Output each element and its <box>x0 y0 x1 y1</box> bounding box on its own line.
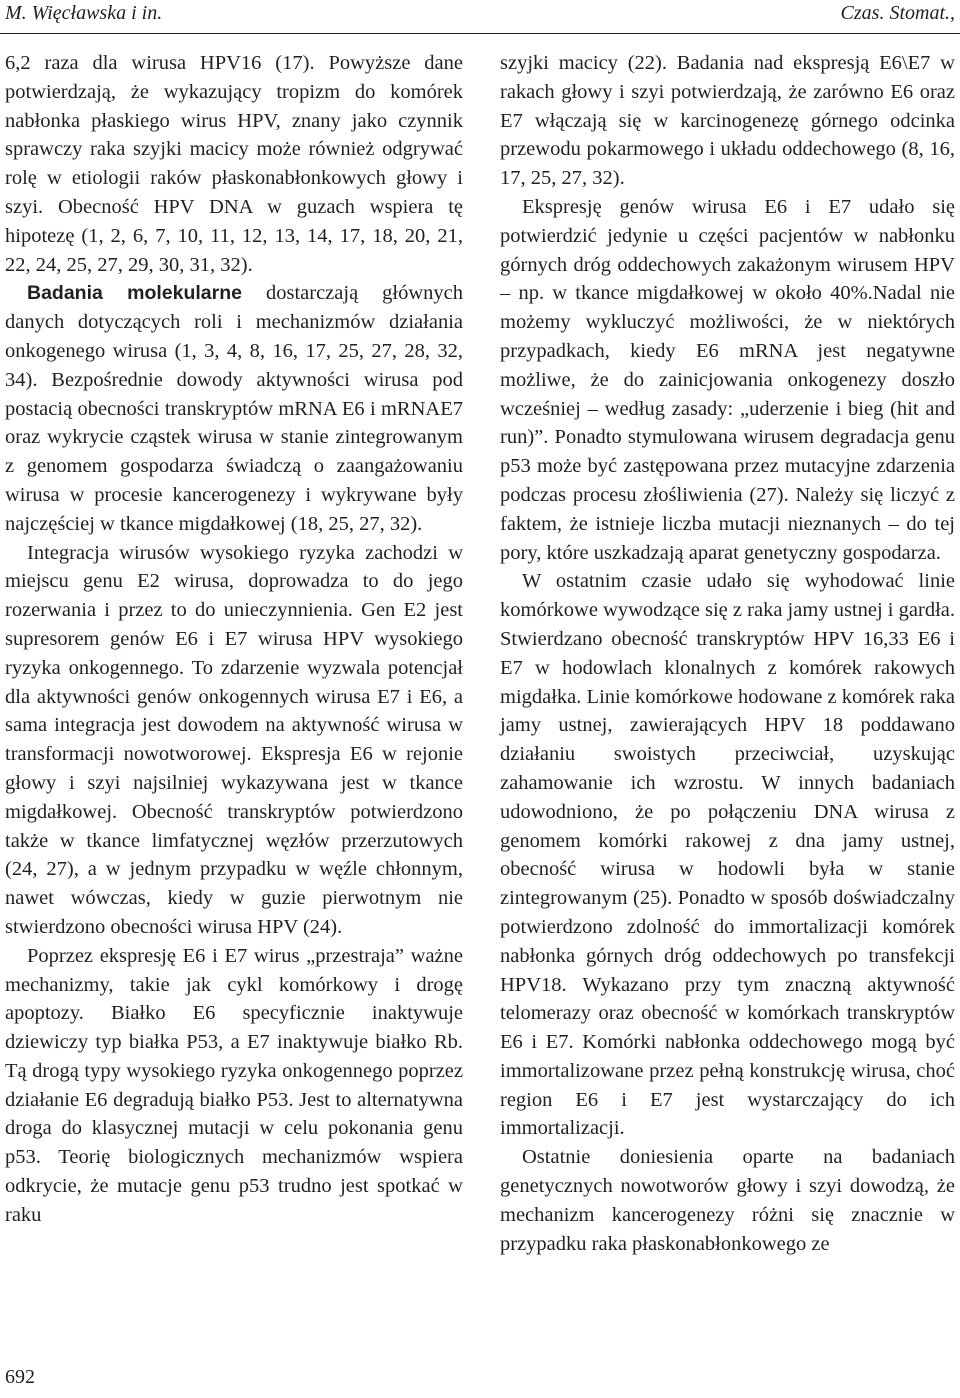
paragraph: W ostatnim czasie udało się wyhodować linie komórkowe wywodzące się z raka jamy ustnej i gardła. Stwierdzano obecność transkryptów HPV 16,33 E6 i E7 w hodowlach klonalnych z komórek rakowych migdałka. Linie komórkowe hodowane z komórek raka jamy ustnej, zawierających HPV 18 poddawano działaniu swoistych przeciwciał, uzyskując zahamowanie ich wzrostu. W innych badaniach udowodniono, że po połączeniu DNA wirusa z genomem komórki rakowej z dna jamy ustnej, obecność wirusa w hodowli była w stanie zintegrowanym (25). Ponadto w sposób doświadczalny potwierdzono zdolność do immortalizacji komórek nabłonka górnych dróg oddechowych po transfekcji HPV18. Wykazano przy tym znaczną aktywność telomerazy oraz obecność w komórkach transkryptów E6 i E7. Komórki nabłonka oddechowego mogą być immortalizowane przez pełną konstrukcję wirusa, choć region E6 i E7 jest wystarczający do ich immortalizacji. <box>500 570 955 1140</box>
page-number: 692 <box>5 1366 35 1388</box>
paragraph: Integracja wirusów wysokiego ryzyka zachodzi w miejscu genu E2 wirusa, doprowadza to do jego rozerwania i przez to do unieczynnienia. Gen E2 jest supresorem genów E6 i E7 wirusa HPV wysokiego ryzyka onkogennego. To zdarzenie wyzwala potencjał dla aktywności genów onkogennych wirusa E7 i E6, a sama integracja jest dowodem na aktywność wirusa w transformacji nowotworowej. Ekspresja E6 w rejonie głowy i szyi najsilniej wykazywana jest w tkance migdałkowej. Obecność transkryptów potwierdzono także w tkance limfatycznej węzłów przerzutowych (24, 27), a w jednym przypadku w węźle chłonnym, nawet wówczas, kiedy w guzie pierwotnym nie stwierdzono obecności wirusa HPV (24). <box>5 541 463 938</box>
paragraph: 6,2 raza dla wirusa HPV16 (17). Powyższe dane potwierdzają, że wykazujący tropizm do komórek nabłonka płaskiego wirus HPV, znany jako czynnik sprawczy raka szyjki macicy może również odgrywać rolę w etiologii raków płaskonabłonkowych głowy i szyi. Obecność HPV DNA w guzach wspiera tę hipotezę (1, 2, 6, 7, 10, 11, 12, 13, 14, 17, 18, 20, 21, 22, 24, 25, 27, 29, 30, 31, 32). <box>5 52 463 276</box>
bold-lead: Badania molekularne <box>27 282 243 305</box>
running-header-authors: M. Więcławska i in. <box>5 2 163 24</box>
left-column <box>5 49 463 1230</box>
header-rule <box>0 33 960 34</box>
paragraph: szyjki macicy (22). Badania nad ekspresją E6\E7 w rakach głowy i szyi potwierdzają, że zarówno E6 oraz E7 włączają się w karcinogenezę górnego odcinka przewodu pokarmowego i układu oddechowego (8, 16, 17, 25, 27, 32). <box>500 52 955 190</box>
paragraph: Ekspresję genów wirusa E6 i E7 udało się potwierdzić jedynie u części pacjentów w nabłonku górnych dróg oddechowych zakażonym wirusem HPV – np. w tkance migdałkowej w około 40%.Nadal nie możemy wykluczyć możliwości, że w niektórych przypadkach, kiedy E6 mRNA jest negatywne możliwe, że do zainicjowania onkogenezy doszło wcześniej – według zasady: „uderzenie i bieg (hit and run)”. Ponadto stymulowana wirusem degradacja genu p53 może być zastępowana przez mutacyjne zdarzenia podczas procesu złośliwienia (27). Należy się liczyć z faktem, że istnieje liczba mutacji nieznanych – do tej pory, które uszkadzają aparat genetyczny gospodarza. <box>500 195 955 564</box>
paragraph: Ostatnie doniesienia oparte na badaniach genetycznych nowotworów głowy i szyi dowodzą, że mechanizm kancerogenezy różni się znacznie w przypadku raka płaskonabłonkowego ze <box>500 1146 955 1255</box>
paragraph-text: dostarczają głównych danych dotyczących roli i mechanizmów działania onkogenego wirusa (1, 3, 4, 8, 16, 17, 25, 27, 28, 32, 34). Bezpośrednie dowody aktywności wirusa pod postacią obecności transkryptów mRNA E6 i mRNAE7 oraz wykrycie cząstek wirusa w stanie zintegrowanym z genomem gospodarza świadczą o zaangażowaniu wirusa w procesie kancerogenezy i wykrywane były najczęściej w tkance migdałkowej (18, 25, 27, 32). <box>5 282 464 535</box>
paragraph: Poprzez ekspresję E6 i E7 wirus „przestraja” ważne mechanizmy, takie jak cykl komórkowy i drogę apoptozy. Białko E6 specyficznie inaktywuje dziewiczy typ białka P53, a E7 inaktywuje białko Rb. Tą drogą typy wysokiego ryzyka onkogennego poprzez działanie E6 degradują białko P53. Jest to alternatywna droga do klasycznej mutacji w celu pokonania genu p53. Teorię biologicznych mechanizmów wspiera odkrycie, że mutacje genu p53 trudno jest spotkać w raku <box>5 944 463 1226</box>
right-column <box>500 49 955 1258</box>
running-header-journal: Czas. Stomat., <box>840 2 955 24</box>
paragraph <box>5 279 463 538</box>
